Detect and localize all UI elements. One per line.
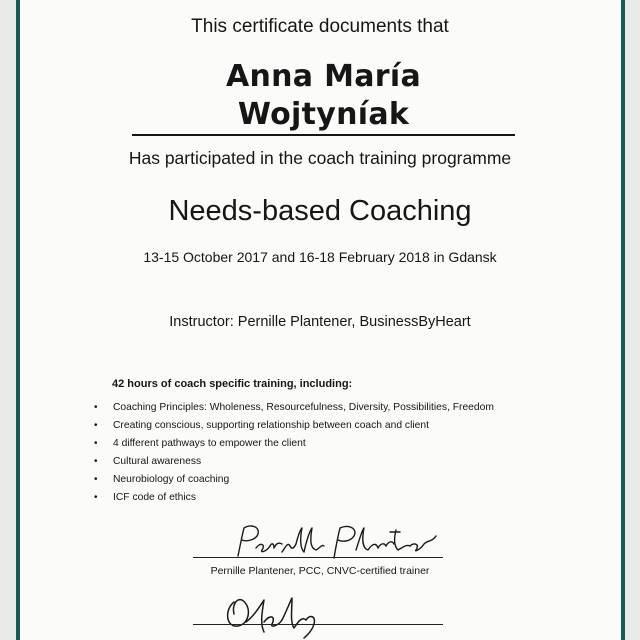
instructor-line: Instructor: Pernille Plantener, BusinessByHeart xyxy=(169,314,471,330)
participation-statement: Has participated in the coach training programme xyxy=(128,148,512,168)
signatory-caption: Pernille Plantener, PCC, CNVC-certified trainer xyxy=(210,565,430,577)
bullet-icon: • xyxy=(94,438,98,449)
programme-dates: 13-15 October 2017 and 16-18 February 2018 in Gdansk xyxy=(143,249,497,265)
bullet-icon: • xyxy=(94,474,98,485)
signature-pernille-plantener xyxy=(230,522,440,562)
bullet-icon: • xyxy=(94,402,98,413)
bullet-icon: • xyxy=(94,492,98,503)
bullet-icon: • xyxy=(94,456,98,467)
certificate-intro: This certificate documents that xyxy=(191,16,449,37)
training-topics-list xyxy=(94,401,494,509)
recipient-name-line xyxy=(132,58,515,136)
list-item: • 4 different pathways to empower the client xyxy=(94,438,306,449)
programme-title: Needs-based Coaching xyxy=(168,195,472,227)
recipient-name: Anna María Wojtyníak xyxy=(132,58,515,136)
list-item: • Neurobiology of coaching xyxy=(94,474,230,485)
list-item: • ICF code of ethics xyxy=(94,492,196,503)
training-hours-heading: 42 hours of coach specific training, including: xyxy=(112,378,353,390)
list-item: • Creating conscious, supporting relationship between coach and client xyxy=(94,420,429,431)
second-signature xyxy=(220,592,335,640)
list-item: • Cultural awareness xyxy=(94,456,202,467)
second-signature-line xyxy=(193,624,443,625)
signature-line xyxy=(193,557,443,558)
bullet-icon: • xyxy=(94,420,98,431)
list-item: • Coaching Principles: Wholeness, Resourcefulness, Diversity, Possibilities, Freedom xyxy=(94,402,494,413)
